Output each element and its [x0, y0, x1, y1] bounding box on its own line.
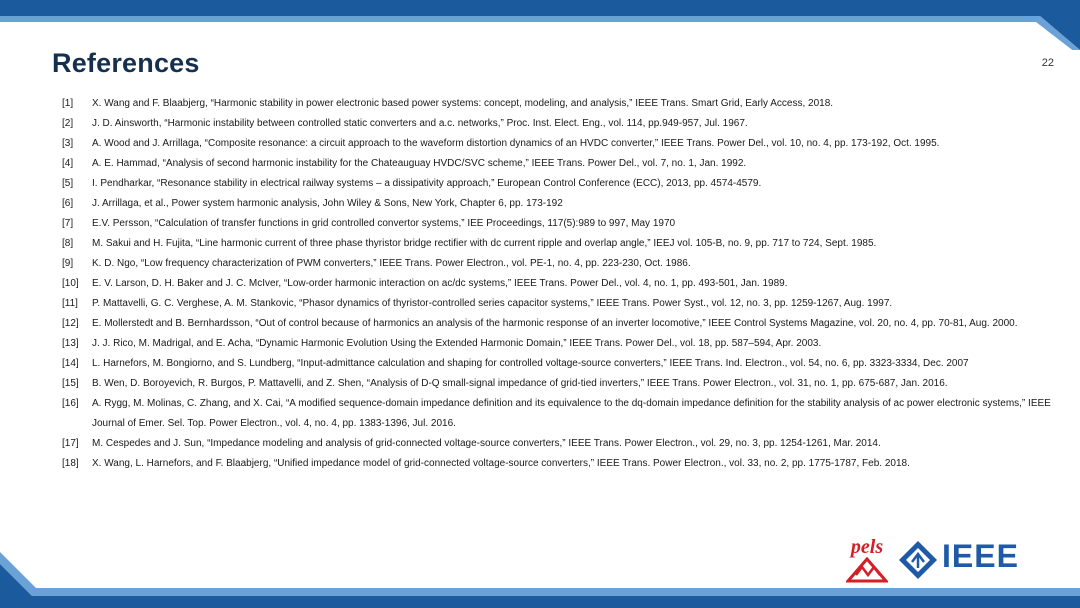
- reference-number: [14]: [62, 358, 79, 369]
- reference-item: [62, 214, 1052, 234]
- page-number: 22: [1041, 57, 1054, 69]
- reference-text: E. Mollerstedt and B. Bernhardsson, “Out of control because of harmonics an analysis of the harmonic response of an inverter locomotive,” IEEE Control Systems Magazine, vol. 20, no. 4, pp. 70-81, Aug. 2000.: [92, 318, 1018, 329]
- reference-item: [62, 394, 1052, 434]
- reference-item: [62, 454, 1052, 474]
- bottom-decorative-band: [0, 538, 1080, 608]
- reference-text: A. E. Hammad, “Analysis of second harmonic instability for the Chateauguay HVDC/SVC scheme,” IEEE Trans. Power Del., vol. 7, no. 1, Jan. 1992.: [92, 158, 747, 169]
- reference-text: E. V. Larson, D. H. Baker and J. C. McIver, “Low-order harmonic interaction on ac/dc systems,” IEEE Trans. Power Del., vol. 4, no. 1, pp. 493-501, Jan. 1989.: [92, 278, 788, 289]
- reference-text: M. Cespedes and J. Sun, “Impedance modeling and analysis of grid-connected voltage-source converters,” IEEE Trans. Power Electron., vol. 29, no. 3, pp. 1254-1261, Mar. 2014.: [92, 438, 881, 449]
- reference-number: [7]: [62, 218, 74, 229]
- reference-number: [13]: [62, 338, 79, 349]
- reference-number: [12]: [62, 318, 79, 329]
- reference-number: [17]: [62, 438, 79, 449]
- reference-text: J. Arrillaga, et al., Power system harmonic analysis, John Wiley & Sons, New York, Chapter 6, pp. 173-192: [92, 198, 563, 209]
- reference-number: [3]: [62, 138, 74, 149]
- reference-number: [15]: [62, 378, 79, 389]
- reference-text: I. Pendharkar, “Resonance stability in electrical railway systems – a dissipativity approach,” European Control Conference (ECC), 2013, pp. 4574-4579.: [92, 178, 762, 189]
- reference-item: [62, 174, 1052, 194]
- reference-item: [62, 134, 1052, 154]
- reference-number: [9]: [62, 258, 74, 269]
- reference-text: K. D. Ngo, “Low frequency characterization of PWM converters,” IEEE Trans. Power Electron., vol. PE-1, no. 4, pp. 223-230, Oct. 1986.: [92, 258, 691, 269]
- ieee-logo-text: IEEE: [942, 538, 1019, 574]
- reference-item: [62, 154, 1052, 174]
- reference-text: L. Harnefors, M. Bongiorno, and S. Lundberg, “Input-admittance calculation and shaping for controlled voltage-source converters,” IEEE Trans. Ind. Electron., vol. 54, no. 6, pp. 3323-3334, Dec. 2007: [92, 358, 969, 369]
- reference-number: [16]: [62, 398, 79, 409]
- reference-item: [62, 294, 1052, 314]
- reference-item: [62, 334, 1052, 354]
- reference-number: [11]: [62, 298, 78, 309]
- reference-text: A. Wood and J. Arrillaga, “Composite resonance: a circuit approach to the waveform distortion dynamics of an HVDC converter,” IEEE Trans. Power Del., vol. 10, no. 4, pp. 173-192, Oct. 1995.: [92, 138, 940, 149]
- reference-item: [62, 354, 1052, 374]
- reference-item: [62, 374, 1052, 394]
- page-title: References: [52, 48, 200, 78]
- reference-text: A. Rygg, M. Molinas, C. Zhang, and X. Cai, “A modified sequence-domain impedance definition and its equivalence to the dq-domain impedance definition for the stability analysis of ac power electronic systems,” IEEE Journal of Emer. Sel. Top. Power Electron., vol. 4, no. 4, pp. 1383-1396, Jul. 2016.: [92, 398, 1051, 429]
- reference-text: M. Sakui and H. Fujita, “Line harmonic current of three phase thyristor bridge rectifier with dc current ripple and overlap angle,” IEEJ vol. 105-B, no. 9, pp. 717 to 724, Sept. 1985.: [92, 238, 877, 249]
- reference-item: [62, 254, 1052, 274]
- reference-number: [8]: [62, 238, 74, 249]
- reference-number: [4]: [62, 158, 74, 169]
- reference-number: [2]: [62, 118, 74, 129]
- reference-text: X. Wang and F. Blaabjerg, “Harmonic stability in power electronic based power systems: concept, modeling, and analysis,” IEEE Trans. Smart Grid, Early Access, 2018.: [92, 98, 834, 109]
- reference-text: P. Mattavelli, G. C. Verghese, A. M. Stankovic, “Phasor dynamics of thyristor-controlled series capacitor systems,” IEEE Trans. Power Syst., vol. 12, no. 3, pp. 1259-1267, Aug. 1997.: [92, 298, 893, 309]
- reference-item: [62, 234, 1052, 254]
- reference-text: E.V. Persson, “Calculation of transfer functions in grid controlled convertor systems,” IEE Proceedings, 117(5):989 to 997, May 1970: [92, 218, 676, 229]
- reference-item: [62, 94, 1052, 114]
- reference-number: [18]: [62, 458, 79, 469]
- reference-item: [62, 194, 1052, 214]
- reference-text: J. J. Rico, M. Madrigal, and E. Acha, “Dynamic Harmonic Evolution Using the Extended Harmonic Domain,” IEEE Trans. Power Del., vol. 18, pp. 587–594, Apr. 2003.: [92, 338, 822, 349]
- reference-text: J. D. Ainsworth, “Harmonic instability between controlled static converters and a.c. networks,” Proc. Inst. Elect. Eng., vol. 114, pp.949-957, Jul. 1967.: [92, 118, 748, 129]
- reference-list: [62, 94, 1052, 474]
- reference-number: [5]: [62, 178, 74, 189]
- reference-item: [62, 274, 1052, 294]
- reference-number: [1]: [62, 98, 74, 109]
- reference-item: [62, 114, 1052, 134]
- pels-logo-text: pels: [850, 536, 884, 558]
- reference-number: [10]: [62, 278, 79, 289]
- reference-number: [6]: [62, 198, 74, 209]
- reference-text: B. Wen, D. Boroyevich, R. Burgos, P. Mattavelli, and Z. Shen, “Analysis of D-Q small-signal impedance of grid-tied inverters,” IEEE Trans. Power Electron., vol. 31, no. 1, pp. 675-687, Jan. 2016.: [92, 378, 948, 389]
- reference-item: [62, 314, 1052, 334]
- reference-text: X. Wang, L. Harnefors, and F. Blaabjerg, “Unified impedance model of grid-connected voltage-source converters,” IEEE Trans. Power Electron., vol. 33, no. 2, pp. 1775-1787, Feb. 2018.: [92, 458, 910, 469]
- top-decorative-band: [0, 0, 1080, 50]
- reference-item: [62, 434, 1052, 454]
